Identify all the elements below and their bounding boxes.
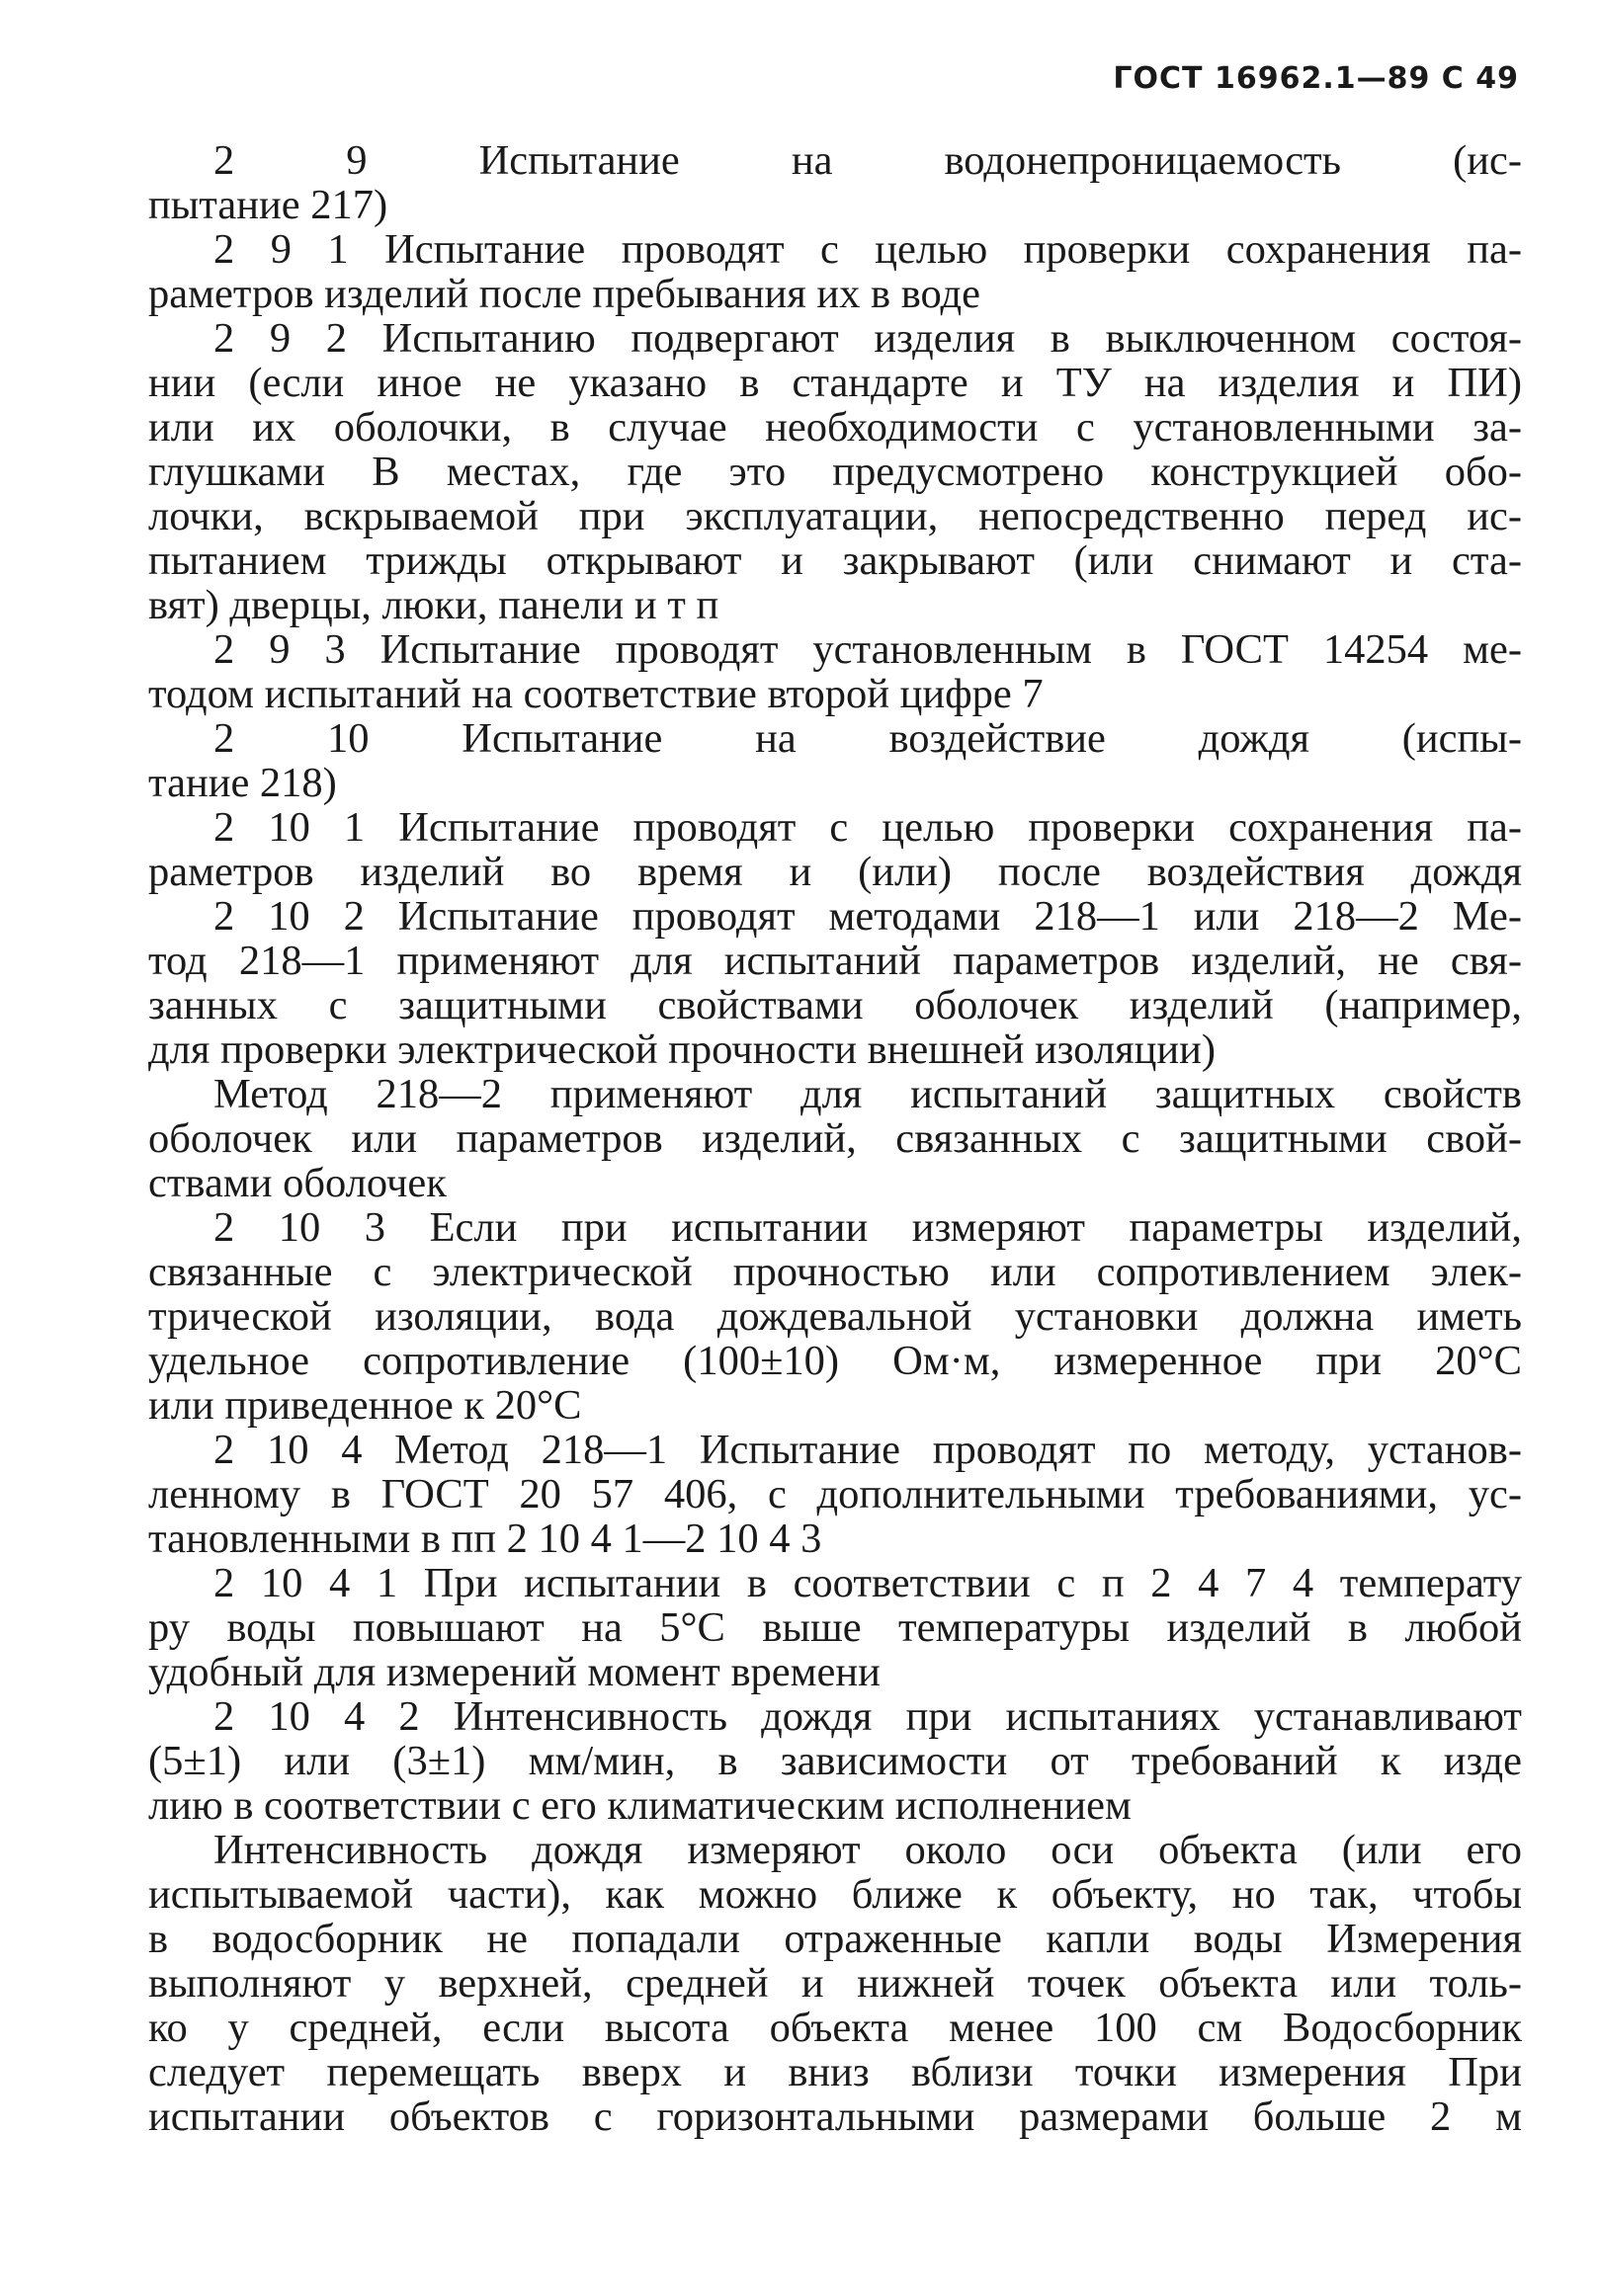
text-line: ленному в ГОСТ 20 57 406, с дополнительными требованиями, ус- — [148, 1472, 1522, 1517]
text-line: 2 10 1 Испытание проводят с целью проверки сохранения па- — [213, 805, 1522, 850]
text-line: 2 10 2 Испытание проводят методами 218—1 или 218—2 Ме- — [213, 894, 1522, 939]
text-line: тод 218—1 применяют для испытаний параметров изделий, не свя- — [148, 939, 1522, 983]
text-line: тание 218) — [148, 761, 337, 805]
text-line: связанные с электрической прочностью или сопротивлением элек- — [148, 1250, 1522, 1294]
text-line: для проверки электрической прочности внешней изоляции) — [148, 1027, 1217, 1072]
text-line: ру воды повышают на 5°С выше температуры изделий в любой — [148, 1605, 1522, 1650]
running-header: ГОСТ 16962.1—89 С 49 — [1113, 61, 1519, 96]
text-line: 2 10 4 1 При испытании в соответствии с п 2 4 7 4 температу — [213, 1561, 1522, 1605]
text-line: лочки, вскрываемой при эксплуатации, непосредственно перед ис- — [148, 494, 1522, 538]
text-line: 2 10 4 Метод 218—1 Испытание проводят по методу, установ- — [213, 1428, 1522, 1472]
text-line: раметров изделий после пребывания их в воде — [148, 272, 981, 316]
text-line: тодом испытаний на соответствие второй цифре 7 — [148, 672, 1044, 716]
text-line: нии (если иное не указано в стандарте и ТУ на изделия и ПИ) — [148, 361, 1522, 405]
text-line: Метод 218—2 применяют для испытаний защитных свойств — [213, 1072, 1522, 1116]
text-line: 2 9 1 Испытание проводят с целью проверки сохранения па- — [213, 227, 1522, 272]
text-line: удельное сопротивление (100±10) Ом·м, измеренное при 20°С — [148, 1339, 1522, 1383]
text-line: или их оболочки, в случае необходимости с установленными за- — [148, 405, 1522, 450]
text-line: тановленными в пп 2 10 4 1—2 10 4 3 — [148, 1517, 822, 1561]
text-line: вят) дверцы, люки, панели и т п — [148, 583, 719, 627]
text-line: глушками В местах, где это предусмотрено конструкцией обо- — [148, 450, 1522, 494]
text-line: раметров изделий во время и (или) после воздействия дождя — [148, 850, 1522, 894]
text-line: 2 9 Испытание на водонепроницаемость (ис- — [213, 138, 1522, 183]
text-line: (5±1) или (3±1) мм/мин, в зависимости от требований к изде — [148, 1739, 1522, 1783]
text-line: трической изоляции, вода дождевальной установки должна иметь — [148, 1294, 1522, 1339]
text-line: испытываемой части), как можно ближе к объекту, но так, чтобы — [148, 1872, 1522, 1917]
text-line: 2 10 Испытание на воздействие дождя (испы- — [213, 716, 1522, 761]
text-line: ствами оболочек — [148, 1161, 447, 1205]
text-line: следует перемещать вверх и вниз вблизи точки измерения При — [148, 2050, 1522, 2094]
text-line: удобный для измерений момент времени — [148, 1650, 881, 1694]
text-line: испытании объектов с горизонтальными размерами больше 2 м — [148, 2094, 1522, 2139]
text-line: пытание 217) — [148, 183, 388, 227]
text-line: пытанием трижды открывают и закрывают (или снимают и ста- — [148, 538, 1522, 583]
text-line: Интенсивность дождя измеряют около оси объекта (или его — [213, 1828, 1522, 1872]
text-line: 2 9 2 Испытанию подвергают изделия в выключенном состоя- — [213, 316, 1522, 361]
text-line: выполняют у верхней, средней и нижней точек объекта или толь- — [148, 1961, 1522, 2006]
text-line: или приведенное к 20°С — [148, 1383, 582, 1428]
text-line: в водосборник не попадали отраженные капли воды Измерения — [148, 1917, 1522, 1961]
text-line: ко у средней, если высота объекта менее 100 см Водосборник — [148, 2006, 1522, 2050]
text-line: 2 10 3 Если при испытании измеряют параметры изделий, — [213, 1205, 1522, 1250]
text-line: лию в соответствии с его климатическим исполнением — [148, 1783, 1132, 1828]
text-line: 2 10 4 2 Интенсивность дождя при испытаниях устанавливают — [213, 1694, 1522, 1739]
text-line: занных с защитными свойствами оболочек изделий (например, — [148, 983, 1522, 1027]
text-line: 2 9 3 Испытание проводят установленным в ГОСТ 14254 ме- — [213, 627, 1522, 672]
body-text — [148, 138, 1522, 2139]
text-line: оболочек или параметров изделий, связанных с защитными свой- — [148, 1116, 1522, 1161]
